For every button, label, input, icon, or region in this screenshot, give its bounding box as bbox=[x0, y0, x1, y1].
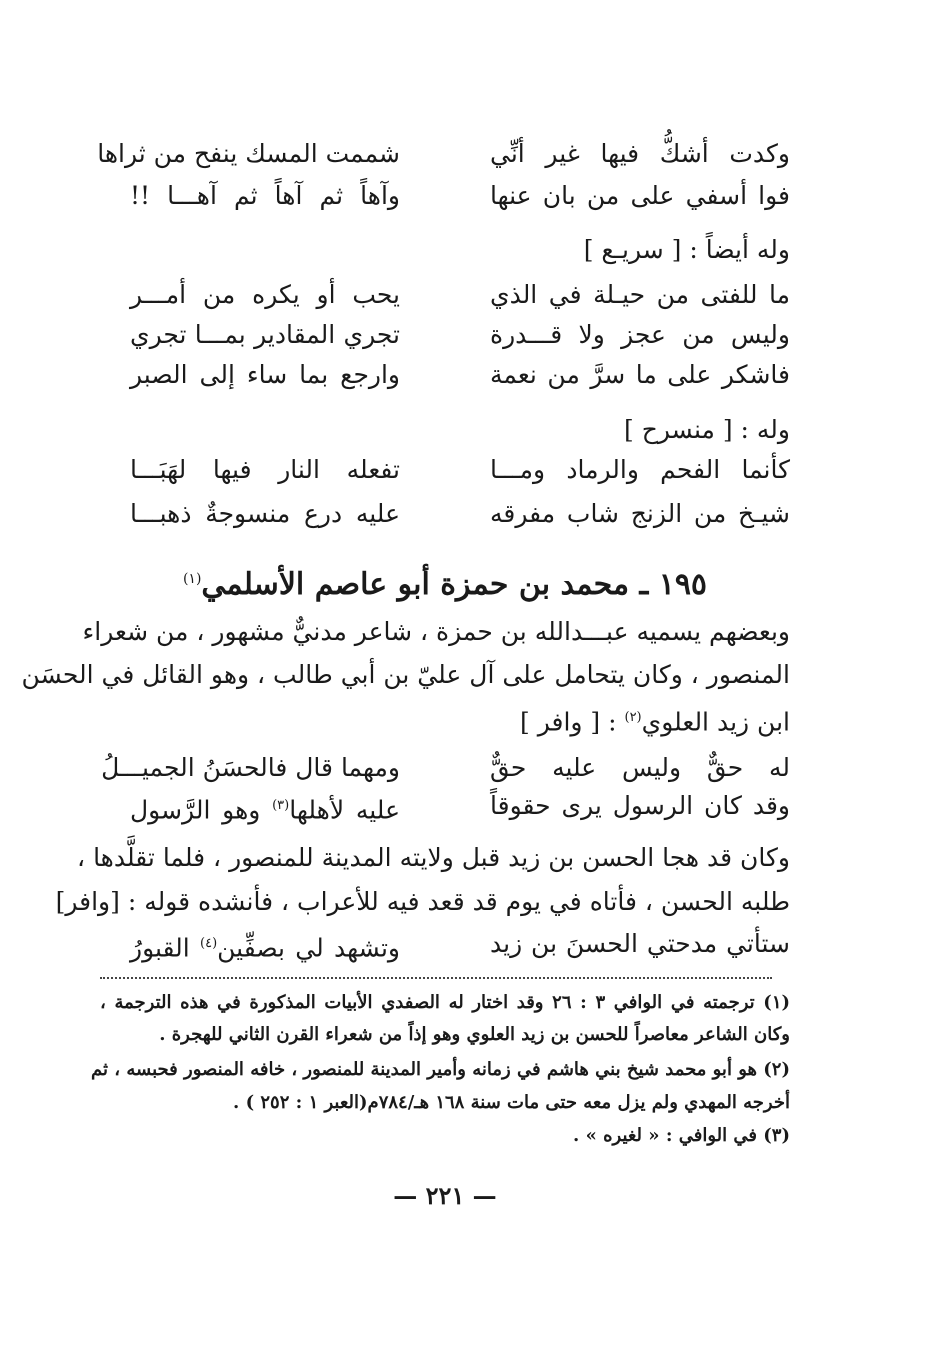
footnote-ref: (٤) bbox=[200, 936, 218, 951]
entry-heading-text: ١٩٥ ـ محمد بن حمزة أبو عاصم الأسلمي bbox=[201, 567, 708, 602]
entry-heading bbox=[100, 554, 790, 604]
verse-line bbox=[100, 355, 790, 395]
page-number: — ٢٢١ — bbox=[393, 1181, 497, 1210]
verse-hemistich-right: كأنما الفحم والرماد ومـــا bbox=[490, 455, 790, 484]
verse-hemistich-right: شيـخ من الزنج شاب مفرقه bbox=[490, 499, 790, 528]
verse-hemistich-left: يحب أو يكره من أمـــر bbox=[130, 280, 400, 309]
verse-hemistich-right: وليس من عجز ولا قـــدرة bbox=[490, 320, 790, 349]
verse-hemistich-right: ما للفتى من حيـلة في الذي bbox=[490, 280, 790, 309]
verse-line bbox=[97, 134, 790, 174]
verse-hemistich-left bbox=[130, 924, 400, 968]
verse-line bbox=[100, 315, 790, 355]
verse-hemistich-right: وكدت أشكُّ فيها غير أنِّي bbox=[490, 139, 790, 168]
verse-hemistich-left: عليه درع منسوجةٌ ذهبـــا bbox=[130, 499, 400, 528]
verse-hemistich-left bbox=[130, 786, 400, 830]
footnote-line: أخرجه المهدي ولم يزل معه حتى مات سنة ١٦٨ هـ/٧٨٤م(العبر ١ : ٢٥٢ ) . bbox=[233, 1092, 790, 1113]
verse-text: عليه لأهلها bbox=[289, 795, 400, 825]
verse-text: وتشهد لي بصفِّين bbox=[217, 933, 400, 963]
prose-text: : [ وافر ] bbox=[520, 707, 625, 737]
verse-hemistich-left: وارجع بما ساء إلى الصبر bbox=[130, 360, 400, 389]
verse-hemistich-left: وآهاً ثم آهاً ثم آهـــا !! bbox=[130, 181, 400, 210]
footnote-line: (١) ترجمته في الوافي ٣ : ٢٦ وقد اختار له الصفدي الأبيات المذكورة في هذه الترجمة ، bbox=[100, 992, 791, 1013]
verse-hemistich-right: فاشكر على ما سرَّ من نعمة bbox=[490, 360, 790, 389]
verse-hemistich-left: تفعله النار فيها لهَبَـــا bbox=[130, 455, 400, 484]
footnote-ref: (٢) bbox=[624, 710, 642, 725]
verse-line bbox=[100, 176, 790, 216]
verse-line bbox=[100, 494, 790, 534]
verse-text: القبورُ bbox=[130, 933, 201, 963]
footnote-line: (٣) في الوافي : « لغيره » . bbox=[573, 1125, 790, 1146]
verse-line bbox=[100, 786, 790, 826]
footnote-separator bbox=[100, 977, 772, 979]
verse-hemistich-left: ومهما قال فالحسَنُ الجميـــلُ bbox=[101, 753, 400, 782]
verse-line bbox=[100, 450, 790, 490]
verse-hemistich-right: وقد كان الرسول يرى حقوقاً bbox=[490, 791, 790, 820]
verse-hemistich-right: له حقٌّ وليس عليه حقٌّ bbox=[490, 753, 790, 782]
verse-line bbox=[100, 924, 790, 964]
footnote-line: وكان الشاعر معاصراً للحسن بن زيد العلوي وهو إذاً من شعراء القرن الثاني للهجرة . bbox=[159, 1024, 790, 1045]
verse-line bbox=[100, 275, 790, 315]
verse-line bbox=[100, 748, 790, 788]
verse-hemistich-left: تجري المقادير بمـــا تجري bbox=[130, 320, 400, 349]
prose-line bbox=[100, 698, 790, 738]
poem-intro: وله أيضاً : [ سريـع ] bbox=[583, 235, 790, 264]
verse-hemistich-left: شممت المسك ينفح من ثراها bbox=[97, 139, 400, 168]
poem-intro: وله : [ منسرح ] bbox=[624, 415, 790, 444]
footnote-ref: (١) bbox=[182, 571, 202, 587]
prose-text: ابن زيد العلوي bbox=[641, 707, 790, 737]
prose-line: وكان قد هجا الحسن بن زيد قبل ولايته المدينة للمنصور ، فلما تقلَّدها ، bbox=[77, 843, 790, 872]
footnote-ref: (٣) bbox=[272, 798, 290, 813]
prose-line: المنصور ، وكان يتحامل على آل عليّ بن أبي طالب ، وهو القائل في الحسَن bbox=[21, 660, 790, 689]
footnote-line: (٢) هو أبو محمد شيخ بني هاشم في زمانه وأمير المدينة للمنصور ، خافه المنصور فحبسه ، ثم bbox=[91, 1059, 790, 1080]
verse-hemistich-right: فوا أسفي على من بان عنها bbox=[490, 181, 790, 210]
verse-text: وهو الرَّسول bbox=[130, 795, 273, 825]
prose-line: وبعضهم يسميه عبـــدالله بن حمزة ، شاعر مدنيٌّ مشهور ، من شعراء bbox=[82, 617, 790, 646]
verse-hemistich-right: ستأتي مدحتي الحسنَ بن زيد bbox=[490, 929, 790, 958]
prose-line: طلبه الحسن ، فأتاه في يوم قد قعد فيه للأعراب ، فأنشده قوله : [وافر] bbox=[55, 887, 790, 916]
